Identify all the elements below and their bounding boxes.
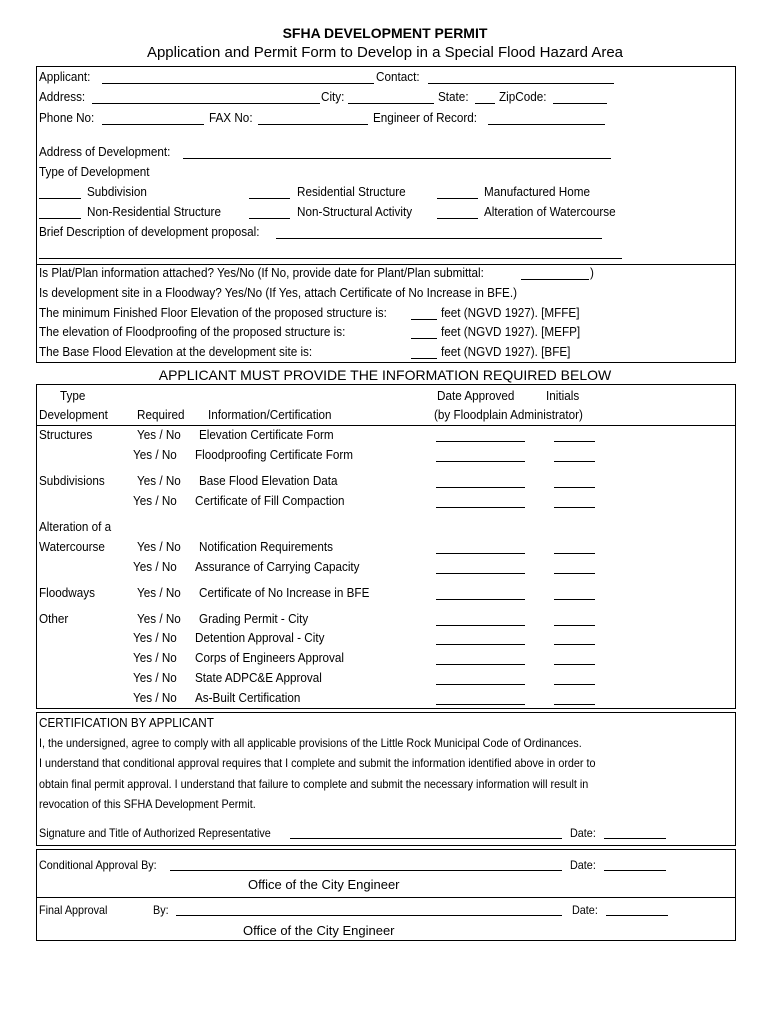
subdivision-check[interactable]: [39, 198, 81, 199]
initials-field[interactable]: [554, 644, 595, 645]
col-date-1: Date Approved: [437, 388, 515, 403]
item-notification: Notification Requirements: [199, 539, 333, 554]
item-carrying-capacity: Assurance of Carrying Capacity: [195, 559, 360, 574]
plat-date-field[interactable]: [521, 279, 589, 280]
item-no-increase: Certificate of No Increase in BFE: [199, 585, 370, 600]
applicant-label: Applicant:: [39, 69, 91, 84]
address-label: Address:: [39, 89, 86, 104]
date-field[interactable]: [436, 704, 525, 705]
plat-end: ): [590, 265, 594, 280]
manufactured-check[interactable]: [437, 198, 478, 199]
required-yes-no[interactable]: Yes / No: [133, 493, 177, 508]
cert-line-1: I, the undersigned, agree to comply with all applicable provisions of the Little Rock Municipal Code of Ordinances.: [39, 736, 582, 750]
brief-field[interactable]: [276, 238, 602, 239]
item-corps: Corps of Engineers Approval: [195, 650, 344, 665]
city-label: City:: [321, 89, 345, 104]
type-alteration: Alteration of a: [39, 519, 112, 534]
initials-field[interactable]: [554, 507, 595, 508]
signature-label: Signature and Title of Authorized Representative: [39, 826, 271, 840]
type-nonresidential: Non-Residential Structure: [87, 204, 221, 219]
item-grading: Grading Permit - City: [199, 611, 309, 626]
table-header-divider: [36, 425, 736, 426]
item-fill-compaction: Certificate of Fill Compaction: [195, 493, 345, 508]
dev-address-label: Address of Development:: [39, 144, 171, 159]
contact-label: Contact:: [376, 69, 420, 84]
conditional-date-label: Date:: [570, 858, 596, 872]
final-date-label: Date:: [572, 903, 598, 917]
date-field[interactable]: [436, 644, 525, 645]
residential-check[interactable]: [249, 198, 290, 199]
conditional-field[interactable]: [170, 870, 562, 871]
fax-field[interactable]: [258, 124, 368, 125]
date-field[interactable]: [436, 461, 525, 462]
initials-field[interactable]: [554, 573, 595, 574]
col-required: Required: [137, 407, 185, 422]
cert-line-4: revocation of this SFHA Development Permit.: [39, 797, 256, 811]
type-subdivisions: Subdivisions: [39, 473, 105, 488]
conditional-label: Conditional Approval By:: [39, 858, 157, 872]
required-yes-no[interactable]: Yes / No: [137, 427, 181, 442]
engineer-field[interactable]: [488, 124, 605, 125]
bfe-label: The Base Flood Elevation at the development site is:: [39, 344, 313, 359]
conditional-date-field[interactable]: [604, 870, 666, 871]
by-label: By:: [153, 903, 169, 917]
address-field[interactable]: [92, 103, 320, 104]
required-yes-no[interactable]: Yes / No: [137, 611, 181, 626]
nonresidential-check[interactable]: [39, 218, 81, 219]
required-yes-no[interactable]: Yes / No: [137, 473, 181, 488]
type-other: Other: [39, 611, 69, 626]
final-approval-field[interactable]: [176, 915, 562, 916]
watercourse-check[interactable]: [437, 218, 478, 219]
signature-date-label: Date:: [570, 826, 596, 840]
date-field[interactable]: [436, 625, 525, 626]
zip-field[interactable]: [553, 103, 607, 104]
date-field[interactable]: [436, 441, 525, 442]
type-residential: Residential Structure: [297, 184, 406, 199]
brief-field-2[interactable]: [39, 258, 622, 259]
type-floodways: Floodways: [39, 585, 95, 600]
required-yes-no[interactable]: Yes / No: [133, 447, 177, 462]
initials-field[interactable]: [554, 553, 595, 554]
col-type-1: Type: [60, 388, 86, 403]
requirements-heading: APPLICANT MUST PROVIDE THE INFORMATION REQUIRED BELOW: [158, 367, 612, 383]
bfe-field[interactable]: [411, 358, 437, 359]
date-field[interactable]: [436, 507, 525, 508]
office-label-2: Office of the City Engineer: [243, 923, 395, 938]
required-yes-no[interactable]: Yes / No: [133, 559, 177, 574]
brief-label: Brief Description of development proposal:: [39, 224, 260, 239]
date-field[interactable]: [436, 684, 525, 685]
required-yes-no[interactable]: Yes / No: [137, 539, 181, 554]
initials-field[interactable]: [554, 487, 595, 488]
mffe-unit: feet (NGVD 1927). [MFFE]: [441, 305, 580, 320]
state-label: State:: [438, 89, 469, 104]
type-nonstructural: Non-Structural Activity: [297, 204, 413, 219]
zip-label: ZipCode:: [499, 89, 547, 104]
initials-field[interactable]: [554, 461, 595, 462]
date-field[interactable]: [436, 599, 525, 600]
certification-heading: CERTIFICATION BY APPLICANT: [39, 715, 214, 730]
page-subtitle: Application and Permit Form to Develop in a Special Flood Hazard Area: [146, 44, 624, 61]
cert-line-2: I understand that conditional approval requires that I complete and submit the information identified above in order to: [39, 756, 596, 770]
initials-field[interactable]: [554, 625, 595, 626]
item-bfe-data: Base Flood Elevation Data: [199, 473, 338, 488]
initials-field[interactable]: [554, 704, 595, 705]
page-title: SFHA DEVELOPMENT PERMIT: [282, 25, 488, 41]
contact-field[interactable]: [428, 83, 614, 84]
date-field[interactable]: [436, 487, 525, 488]
initials-field[interactable]: [554, 599, 595, 600]
initials-field[interactable]: [554, 664, 595, 665]
signature-field[interactable]: [290, 838, 562, 839]
type-watercourse: Alteration of Watercourse: [484, 204, 616, 219]
type-structures: Structures: [39, 427, 93, 442]
plat-question: Is Plat/Plan information attached? Yes/No (If No, provide date for Plant/Plan submittal:: [39, 265, 484, 280]
engineer-label: Engineer of Record:: [373, 110, 478, 125]
item-floodproofing-cert: Floodproofing Certificate Form: [195, 447, 354, 462]
phone-field[interactable]: [102, 124, 204, 125]
state-field[interactable]: [475, 103, 495, 104]
required-yes-no[interactable]: Yes / No: [133, 650, 177, 665]
date-field[interactable]: [436, 573, 525, 574]
applicant-field[interactable]: [102, 83, 374, 84]
office-label-1: Office of the City Engineer: [248, 877, 400, 892]
item-as-built: As-Built Certification: [195, 690, 301, 705]
phone-label: Phone No:: [39, 110, 95, 125]
mffe-label: The minimum Finished Floor Elevation of the proposed structure is:: [39, 305, 387, 320]
approvals-divider: [36, 897, 736, 898]
initials-field[interactable]: [554, 684, 595, 685]
mefp-unit: feet (NGVD 1927). [MEFP]: [441, 324, 581, 339]
cert-line-3: obtain final permit approval. I understand that failure to complete and submit the necessary information will result in: [39, 777, 589, 791]
item-detention: Detention Approval - City: [195, 630, 325, 645]
mefp-label: The elevation of Floodproofing of the proposed structure is:: [39, 324, 346, 339]
required-yes-no[interactable]: Yes / No: [137, 585, 181, 600]
type-subdivision: Subdivision: [87, 184, 147, 199]
item-elevation-cert: Elevation Certificate Form: [199, 427, 334, 442]
nonstructural-check[interactable]: [249, 218, 290, 219]
floodway-question: Is development site in a Floodway? Yes/No (If Yes, attach Certificate of No Increase in BFE.): [39, 285, 517, 300]
final-date-field[interactable]: [606, 915, 668, 916]
final-approval-label: Final Approval: [39, 903, 108, 917]
city-field[interactable]: [348, 103, 434, 104]
initials-field[interactable]: [554, 441, 595, 442]
col-type-2: Development: [39, 407, 108, 422]
date-field[interactable]: [436, 553, 525, 554]
mefp-field[interactable]: [411, 338, 437, 339]
col-date-2: (by Floodplain Administrator): [434, 407, 583, 422]
signature-date-field[interactable]: [604, 838, 666, 839]
date-field[interactable]: [436, 664, 525, 665]
bfe-unit: feet (NGVD 1927). [BFE]: [441, 344, 571, 359]
required-yes-no[interactable]: Yes / No: [133, 690, 177, 705]
mffe-field[interactable]: [411, 319, 437, 320]
item-adpce: State ADPC&E Approval: [195, 670, 322, 685]
col-initials: Initials: [546, 388, 580, 403]
type-manufactured: Manufactured Home: [484, 184, 591, 199]
type-watercourse-row: Watercourse: [39, 539, 105, 554]
dev-type-label: Type of Development: [39, 164, 150, 179]
fax-label: FAX No:: [209, 110, 253, 125]
required-yes-no[interactable]: Yes / No: [133, 630, 177, 645]
col-info: Information/Certification: [208, 407, 332, 422]
dev-address-field[interactable]: [183, 158, 611, 159]
required-yes-no[interactable]: Yes / No: [133, 670, 177, 685]
